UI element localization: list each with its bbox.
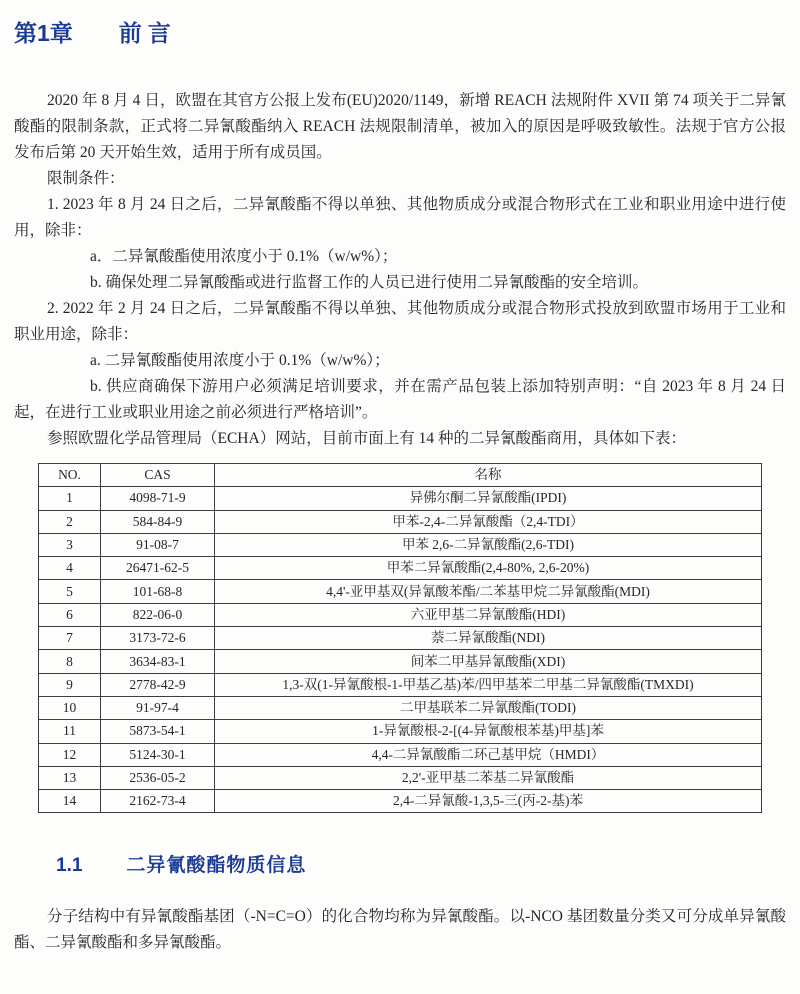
table-header-no: NO.: [39, 464, 101, 487]
section-paragraph: 分子结构中有异氰酸酯基团（-N=C=O）的化合物均称为异氰酸酯。以-NCO 基团数量分类又可分成单异氰酸酯、二异氰酸酯和多异氰酸酯。: [14, 908, 786, 952]
table-cell: 2,2'-亚甲基二苯基二异氰酸酯: [215, 766, 762, 789]
table-cell: 91-08-7: [101, 533, 215, 556]
restriction-item-2a: a. 二异氰酸酯使用浓度小于 0.1%（w/w%）；: [90, 352, 390, 369]
table-cell: 5873-54-1: [101, 720, 215, 743]
table-cell: 3173-72-6: [101, 627, 215, 650]
table-row: [39, 557, 762, 580]
table-cell: 4: [39, 557, 101, 580]
table-cell: 14: [39, 790, 101, 813]
table-cell: 萘二异氰酸酯(NDI): [215, 627, 762, 650]
table-row: [39, 673, 762, 696]
table-cell: 91-97-4: [101, 696, 215, 719]
table-cell: 4098-71-9: [101, 487, 215, 510]
table-cell: 2,4-二异氰酸-1,3,5-三(丙-2-基)苯: [215, 790, 762, 813]
restriction-item-1b: b. 确保处理二异氰酸酯或进行监督工作的人员已进行使用二异氰酸酯的安全培训。: [90, 274, 649, 291]
table-cell: 2: [39, 510, 101, 533]
table-cell: 12: [39, 743, 101, 766]
table-cell: 822-06-0: [101, 603, 215, 626]
restriction-item-1a: a．二异氰酸酯使用浓度小于 0.1%（w/w%）；: [90, 248, 398, 265]
table-row: [39, 603, 762, 626]
table-row: [39, 696, 762, 719]
table-cell: 二甲基联苯二异氰酸酯(TODI): [215, 696, 762, 719]
table-row: [39, 650, 762, 673]
table-cell: 2778-42-9: [101, 673, 215, 696]
table-cell: 间苯二甲基异氰酸酯(XDI): [215, 650, 762, 673]
table-cell: 5: [39, 580, 101, 603]
table-cell: 13: [39, 766, 101, 789]
chapter-title: 前言: [118, 20, 177, 46]
table-cell: 3634-83-1: [101, 650, 215, 673]
section-number: 1.1: [56, 855, 83, 877]
table-header-cas: CAS: [101, 464, 215, 487]
table-row: [39, 766, 762, 789]
table-cell: 11: [39, 720, 101, 743]
table-header-name: 名称: [215, 464, 762, 487]
chapter-number: 第1章: [14, 20, 73, 46]
table-cell: 六亚甲基二异氰酸酯(HDI): [215, 603, 762, 626]
section-heading: [56, 853, 786, 878]
table-cell: 7: [39, 627, 101, 650]
table-cell: 4,4-二异氰酸酯二环己基甲烷（HMDI）: [215, 743, 762, 766]
table-cell: 1,3-双(1-异氰酸根-1-甲基乙基)苯/四甲基苯二甲基二异氰酸酯(TMXDI): [215, 673, 762, 696]
table-cell: 6: [39, 603, 101, 626]
table-cell: 26471-62-5: [101, 557, 215, 580]
table-cell: 4,4'-亚甲基双(异氰酸苯酯/二苯基甲烷二异氰酸酯(MDI): [215, 580, 762, 603]
restriction-conditions-label: 限制条件：: [47, 170, 125, 187]
table-cell: 甲苯 2,6-二异氰酸酯(2,6-TDI): [215, 533, 762, 556]
table-cell: 2162-73-4: [101, 790, 215, 813]
table-cell: 甲苯-2,4-二异氰酸酯（2,4-TDI）: [215, 510, 762, 533]
table-row: [39, 627, 762, 650]
table-row: [39, 510, 762, 533]
table-row: [39, 487, 762, 510]
table-cell: 101-68-8: [101, 580, 215, 603]
section-title: 二异氰酸酯物质信息: [126, 855, 307, 877]
diisocyanates-table-body: [39, 487, 762, 813]
table-intro-paragraph: 参照欧盟化学品管理局（ECHA）网站，目前市面上有 14 种的二异氰酸酯商用，具体如下表：: [47, 430, 686, 447]
table-cell: 2536-05-2: [101, 766, 215, 789]
table-cell: 10: [39, 696, 101, 719]
table-cell: 584-84-9: [101, 510, 215, 533]
table-cell: 9: [39, 673, 101, 696]
restriction-item-2b: b. 供应商确保下游用户必须满足培训要求，并在需产品包装上添加特别声明：“自 2023 年 8 月 24 日起，在进行工业或职业用途之前必须进行严格培训”。: [14, 378, 786, 421]
table-cell: 8: [39, 650, 101, 673]
table-row: [39, 790, 762, 813]
diisocyanates-table: [38, 463, 762, 813]
table-cell: 1: [39, 487, 101, 510]
table-header-row: [39, 464, 762, 487]
table-cell: 3: [39, 533, 101, 556]
table-cell: 5124-30-1: [101, 743, 215, 766]
restriction-item-2: 2. 2022 年 2 月 24 日之后，二异氰酸酯不得以单独、其他物质成分或混合物形式投放到欧盟市场用于工业和职业用途，除非：: [14, 300, 786, 343]
table-cell: 1-异氰酸根-2-[(4-异氰酸根苯基)甲基]苯: [215, 720, 762, 743]
table-cell: 甲苯二异氰酸酯(2,4-80%, 2,6-20%): [215, 557, 762, 580]
table-row: [39, 533, 762, 556]
table-row: [39, 580, 762, 603]
intro-paragraph: 2020 年 8 月 4 日，欧盟在其官方公报上发布(EU)2020/1149，新增 REACH 法规附件 XVII 第 74 项关于二异氰酸酯的限制条款，正式将二异氰酸酯纳入 REACH 法规限制清单，被加入的原因是呼吸致敏性。法规于官方公报发布后第 20 天开始生效，适用于所有成员国。: [14, 92, 786, 161]
chapter-heading: [14, 18, 786, 48]
restriction-item-1: 1. 2023 年 8 月 24 日之后，二异氰酸酯不得以单独、其他物质成分或混合物形式在工业和职业用途中进行使用，除非：: [14, 196, 786, 239]
table-row: [39, 720, 762, 743]
table-row: [39, 743, 762, 766]
table-cell: 异佛尔酮二异氰酸酯(IPDI): [215, 487, 762, 510]
